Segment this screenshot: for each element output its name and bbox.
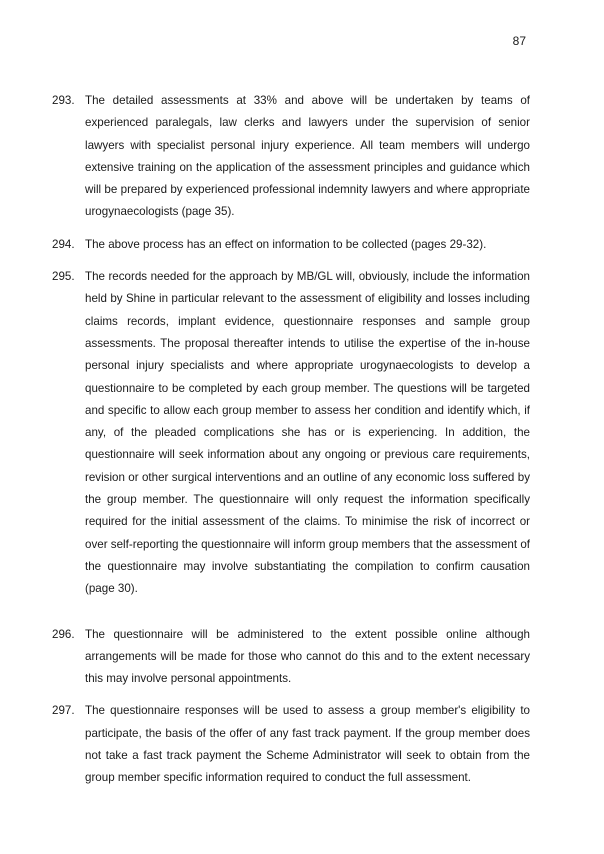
page-number: 87 [512, 34, 526, 48]
paragraph-text: The questionnaire will be administered to the extent possible online although arrangements will be made for those who cannot do this and to the extent necessary this may involve personal appointments. [85, 627, 530, 686]
paragraph-295 [52, 266, 530, 600]
paragraph-297 [52, 700, 530, 789]
paragraph-number: 296. [52, 627, 75, 641]
paragraph-number: 297. [52, 704, 75, 718]
paragraph-text: The questionnaire responses will be used to assess a group member's eligibility to participate, the basis of the offer of any fast track payment. If the group member does not take a fast track payment the Scheme Administrator will seek to obtain from the group member specific information required to conduct the full assessment. [85, 704, 530, 785]
paragraph-text: The records needed for the approach by MB/GL will, obviously, include the information held by Shine in particular relevant to the assessment of eligibility and losses including claims records, implant evidence, questionnaire responses and sample group assessments. The proposal thereafter intends to utilise the expertise of the in-house personal injury specialists and where appropriate urogynaecologists to develop a questionnaire to be completed by each group member. The questions will be targeted and specific to allow each group member to assess her condition and identify which, if any, of the pleaded complications she has or is experiencing. In addition, the questionnaire will seek information about any ongoing or previous care requirements, revision or other surgical interventions and an outline of any economic loss suffered by the group member. The questionnaire will only request the information specifically required for the initial assessment of the claims. To minimise the risk of incorrect or over self-reporting the questionnaire will inform group members that the assessment of the questionnaire may involve substantiating the compilation to confirm causation (page 30). [85, 270, 530, 596]
paragraph-text: The detailed assessments at 33% and above will be undertaken by teams of experienced paralegals, law clerks and lawyers under the supervision of senior lawyers with specialist personal injury experience. All team members will undergo extensive training on the application of the assessment principles and guidance which will be prepared by experienced professional indemnity lawyers and where appropriate urogynaecologists (page 35). [85, 94, 530, 219]
paragraph-293 [52, 90, 530, 224]
paragraph-number: 295. [52, 270, 75, 284]
document-body [52, 90, 530, 790]
paragraph-text: The above process has an effect on information to be collected (pages 29-32). [85, 237, 487, 251]
paragraph-number: 294. [52, 237, 75, 251]
paragraph-number: 293. [52, 94, 75, 107]
paragraph-294 [52, 234, 530, 256]
paragraph-296 [52, 624, 530, 691]
